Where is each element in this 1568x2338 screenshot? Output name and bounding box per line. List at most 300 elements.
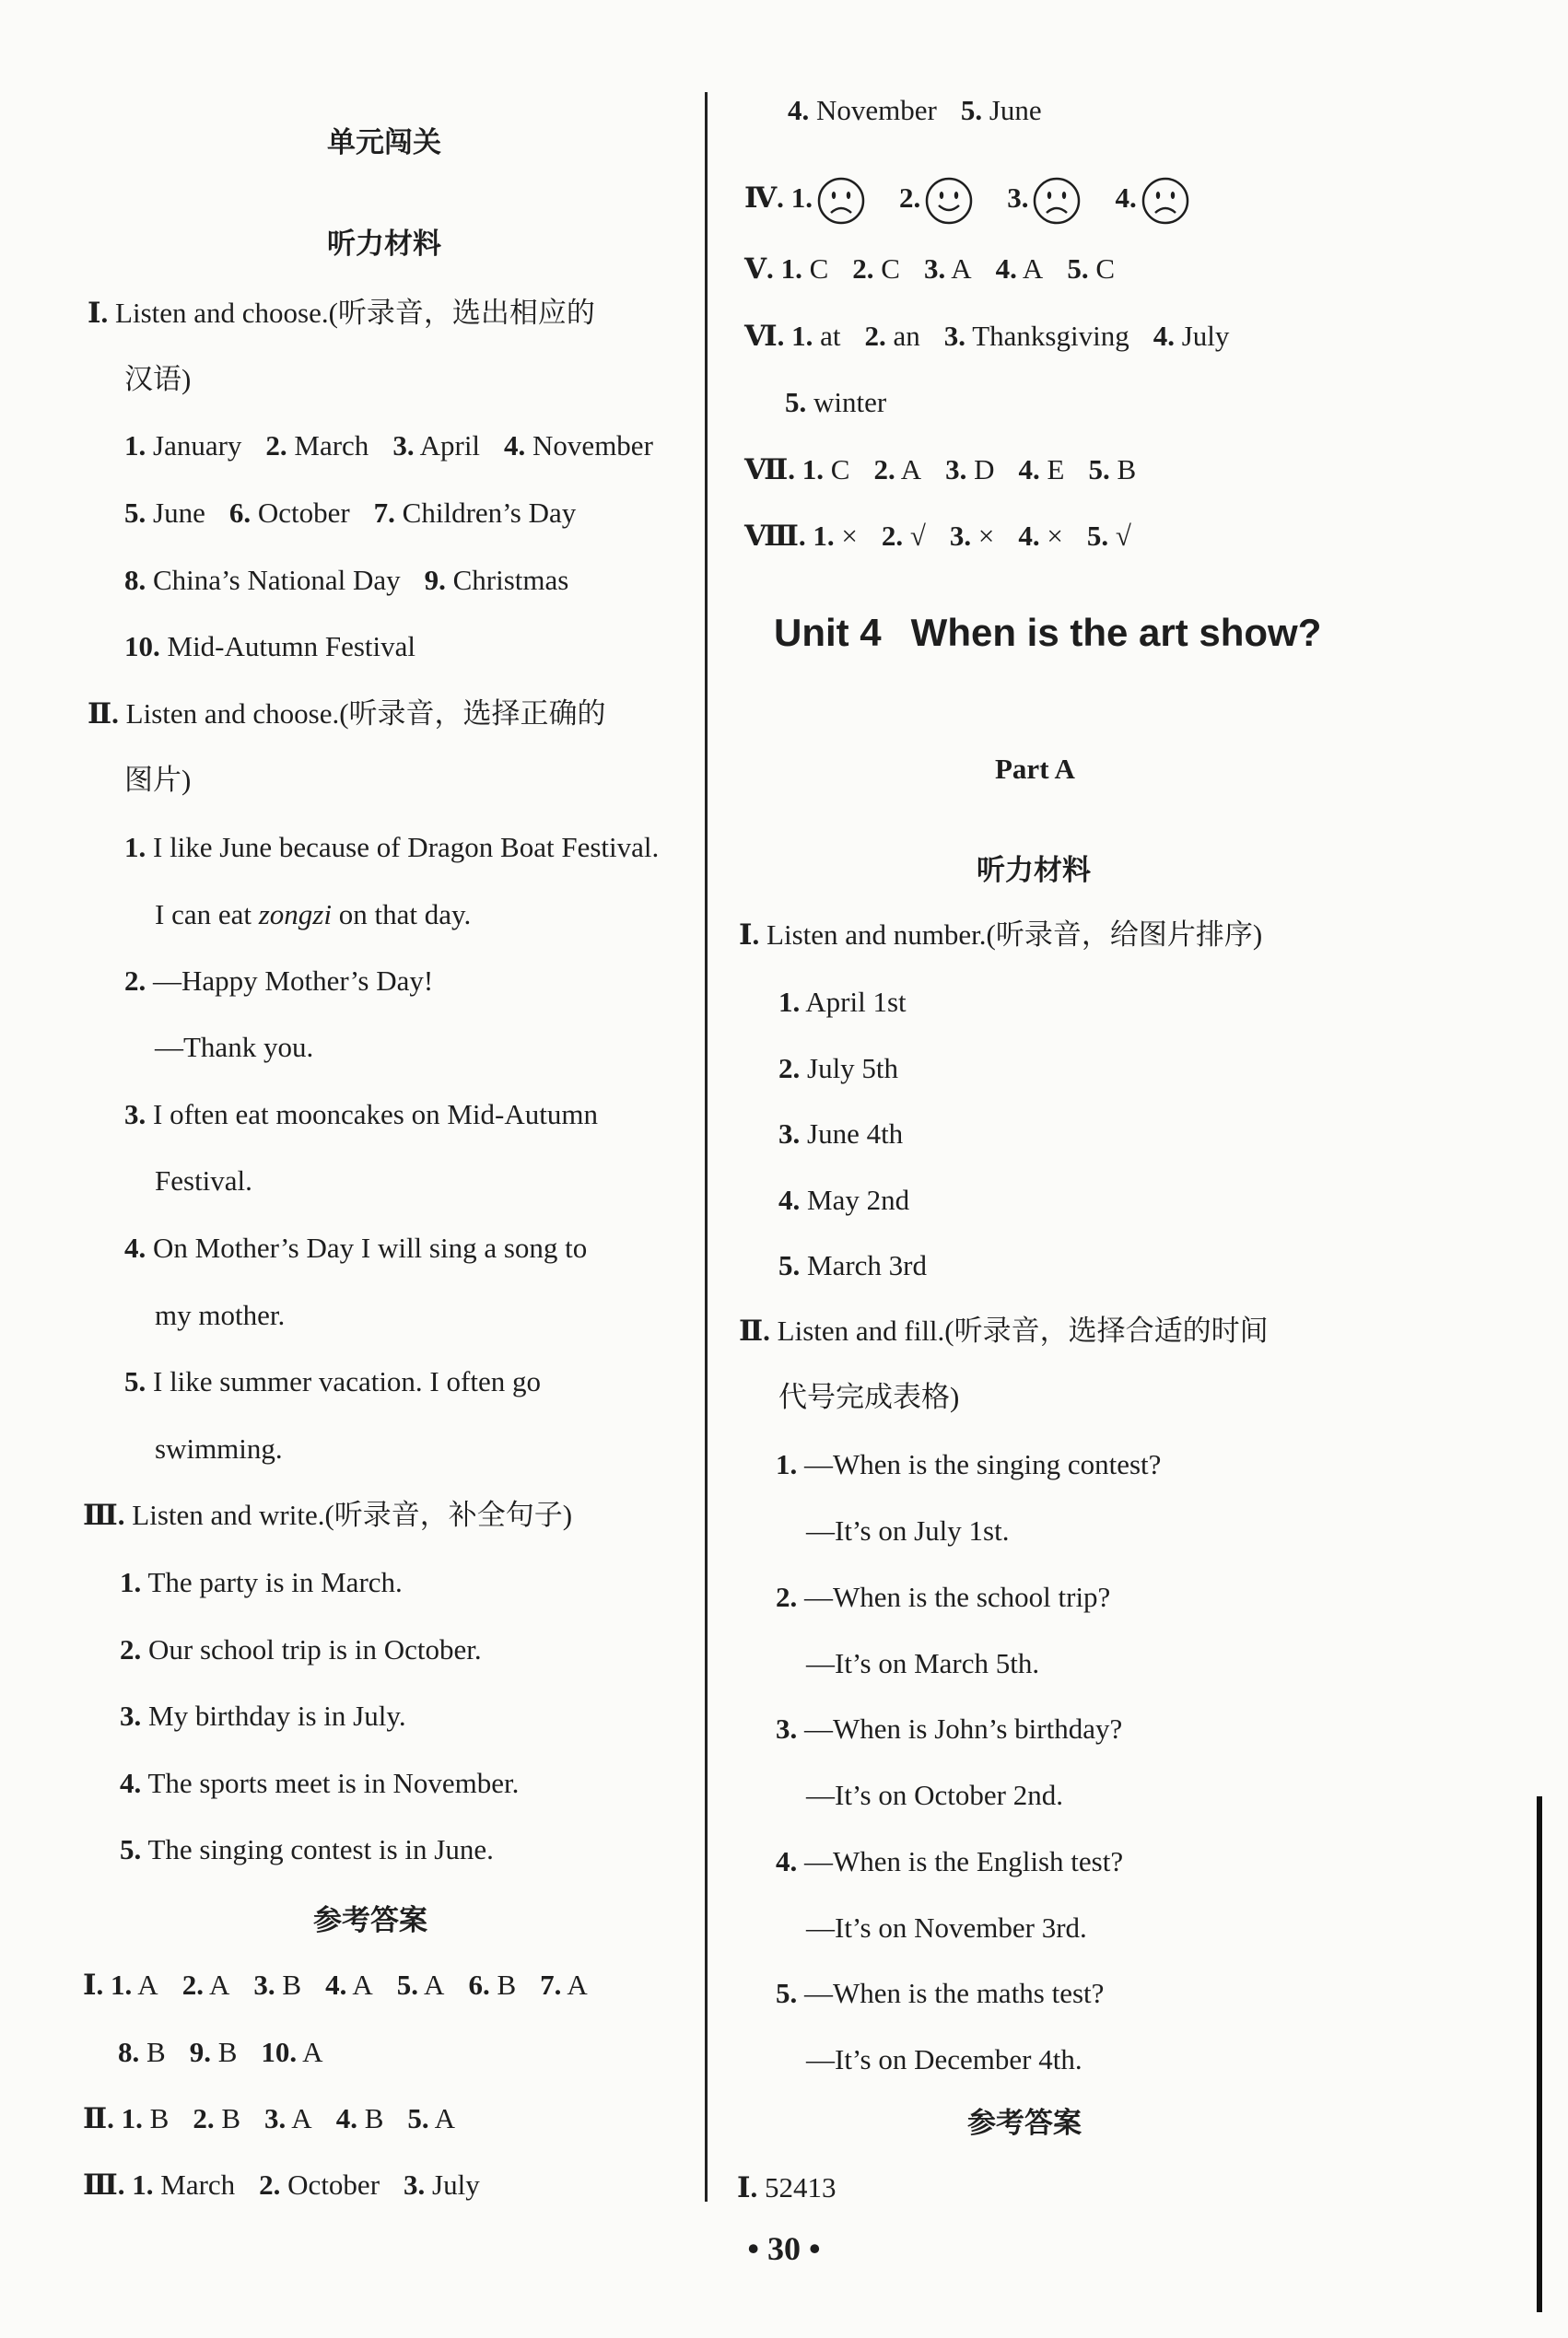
sad-face-icon: [1032, 176, 1082, 226]
item-number: 4.: [504, 429, 526, 462]
list-entry: [120, 1700, 406, 1732]
item-number: 5.: [960, 94, 983, 126]
item-number: 3.: [923, 252, 946, 285]
item-text: on that day.: [331, 898, 472, 930]
item-text: ×: [1039, 520, 1063, 552]
list-item: [124, 829, 659, 866]
answer-list: [802, 453, 1160, 485]
item-number: 3.: [776, 1713, 798, 1745]
section-heading-text: Listen and fill.(听录音，选择合适的时间: [777, 1315, 1269, 1347]
list-item: [778, 1116, 927, 1152]
list-item: [120, 1831, 518, 1868]
list-entry: [325, 1969, 373, 2001]
list-entry: [945, 453, 994, 485]
list-entry: [882, 520, 926, 552]
dialog-question: [776, 1581, 1110, 1613]
list-entry: [788, 94, 937, 126]
answer-label: Ⅲ.: [83, 2168, 125, 2201]
item-number: 2.: [898, 181, 921, 214]
dialog-question: [776, 1448, 1161, 1480]
item-number: 2.: [852, 252, 874, 285]
list-item-cont: —Thank you.: [155, 1031, 314, 1063]
item-text: E: [1039, 453, 1065, 485]
list-entry: [778, 1184, 909, 1216]
item-number: 1.: [132, 2168, 154, 2201]
section-label: Ⅰ.: [739, 918, 760, 951]
item-number: 5.: [1088, 453, 1110, 485]
list-item: [778, 984, 930, 1021]
item-number: 1.: [124, 429, 146, 462]
list-entry: [120, 1566, 403, 1598]
item-number: 8.: [124, 564, 146, 596]
list-entry: [132, 2168, 235, 2201]
dialog-answer: —It’s on March 5th.: [806, 1646, 1040, 1679]
list-entry: [791, 320, 840, 352]
word-row: [124, 495, 600, 532]
list-item: [776, 1711, 1146, 1748]
face-answer: [1115, 181, 1195, 214]
answers-title: 参考答案: [313, 1904, 427, 1936]
item-text: November: [525, 429, 653, 462]
list-entry: [120, 1833, 494, 1865]
item-number: 1.: [120, 1566, 142, 1598]
list-entry: [124, 429, 241, 462]
list-entry: [961, 94, 1042, 126]
item-number: 1.: [121, 2102, 143, 2134]
list-entry: [950, 520, 994, 552]
section-1-heading-cont: 汉语): [124, 363, 192, 395]
list-entry: [996, 252, 1044, 285]
list-item: [776, 1446, 1185, 1483]
list-entry: [122, 2102, 170, 2134]
answer-row: [744, 318, 1253, 355]
item-text: China’s National Day: [146, 564, 401, 596]
list-entry: [865, 320, 920, 352]
item-number: 3.: [943, 320, 966, 352]
item-text: April: [414, 429, 481, 462]
list-entry: [120, 1633, 482, 1666]
item-text: B: [275, 1969, 302, 2001]
item-number: 2.: [873, 453, 895, 485]
item-text: I often eat mooncakes on Mid-Autumn: [153, 1098, 598, 1130]
list-entry: [852, 252, 900, 285]
answer-list: [122, 2102, 479, 2134]
item-text: The sports meet is in November.: [141, 1766, 520, 1799]
item-number: 2.: [265, 429, 287, 462]
answer-label: Ⅴ.: [744, 252, 774, 285]
list-entry: [778, 1052, 898, 1084]
list-item-cont: my mother.: [155, 1299, 286, 1331]
list-item: [124, 1096, 598, 1133]
list-entry: [182, 1969, 230, 2001]
list-entry: [1087, 520, 1131, 552]
list-entry: [265, 429, 369, 462]
item-number: 5.: [776, 1977, 798, 2009]
list-entry: [261, 2036, 322, 2068]
list-item: [124, 1363, 541, 1400]
unit-subtitle: When is the art show?: [910, 611, 1322, 654]
item-number: 3.: [253, 1969, 275, 2001]
item-text: A: [346, 1969, 373, 2001]
answer-list: [111, 1969, 612, 2001]
list-entry: [124, 564, 401, 596]
item-text: June 4th: [800, 1117, 904, 1150]
item-number: 2.: [259, 2168, 281, 2201]
sad-face-icon: [1141, 176, 1190, 226]
item-number: 4.: [788, 94, 810, 126]
item-number: 3.: [778, 1117, 801, 1150]
word-row: [124, 562, 592, 599]
section-2-heading: [88, 696, 606, 732]
list-item: [778, 1247, 951, 1284]
answer-row: [83, 1967, 612, 2004]
item-text: —When is the English test?: [797, 1844, 1124, 1877]
dialog-answer: —It’s on October 2nd.: [806, 1779, 1063, 1811]
item-text: winter: [806, 386, 887, 418]
item-text: My birthday is in July.: [141, 1700, 406, 1732]
item-text: B: [139, 2036, 166, 2068]
item-number: 10.: [124, 630, 160, 662]
answer-row-faces: [744, 170, 1223, 226]
answer-row: [785, 384, 910, 421]
answer-label: Ⅱ.: [83, 2102, 114, 2134]
item-text: B: [489, 1969, 517, 2001]
page-number: • 30 •: [747, 2230, 821, 2267]
item-number: 4.: [1018, 453, 1040, 485]
item-number: 3.: [404, 2168, 426, 2201]
item-number: 9.: [189, 2036, 211, 2068]
list-entry: [253, 1969, 301, 2001]
item-text: April 1st: [800, 986, 907, 1018]
item-text: A: [203, 1969, 230, 2001]
list-entry: [924, 252, 972, 285]
section-2-heading: [739, 1313, 1269, 1350]
item-number: 4.: [776, 1844, 798, 1877]
item-number: 1.: [813, 520, 835, 552]
item-number: 9.: [424, 564, 446, 596]
list-entry: [1018, 520, 1062, 552]
answer-value: 52413: [765, 2171, 837, 2204]
list-entry: [229, 497, 350, 529]
item-number: 6.: [468, 1969, 490, 2001]
list-entry: [785, 386, 886, 418]
list-entry: [778, 986, 907, 1018]
answer-row: [118, 2034, 347, 2071]
item-number: 5.: [124, 1365, 146, 1397]
section-2-heading-cont: 图片): [124, 764, 192, 796]
item-text-italic: zongzi: [258, 898, 332, 930]
item-text: C: [1088, 252, 1115, 285]
list-item: [124, 963, 433, 999]
face-answer: [899, 181, 979, 214]
section-heading-text: Listen and choose.(听录音，选择正确的: [125, 697, 606, 730]
item-number: 3.: [120, 1700, 142, 1732]
item-number: 1.: [802, 453, 825, 485]
item-number: 10.: [261, 2036, 298, 2068]
answer-list: [781, 252, 1139, 285]
section-label: Ⅱ.: [739, 1315, 770, 1347]
item-number: 2.: [120, 1632, 142, 1666]
item-text: B: [210, 2036, 238, 2068]
item-number: 1.: [790, 181, 813, 214]
list-entry: [124, 497, 205, 529]
list-entry: [407, 2102, 455, 2134]
item-text: C: [824, 453, 850, 485]
list-item: [776, 1975, 1128, 2012]
list-entry: [778, 1117, 903, 1150]
item-number: 4.: [1115, 181, 1137, 214]
item-number: 5.: [407, 2102, 429, 2134]
list-entry: [111, 1969, 158, 2001]
answer-list: [132, 2168, 503, 2201]
happy-face-icon: [924, 176, 974, 226]
list-entry: [504, 429, 653, 462]
list-entry: [193, 2102, 240, 2134]
answer-label: Ⅰ.: [83, 1969, 104, 2001]
item-text: B: [142, 2102, 170, 2134]
list-item: [120, 1564, 427, 1601]
item-text: ×: [971, 520, 995, 552]
item-text: July: [1174, 320, 1230, 352]
item-text: an: [885, 320, 920, 352]
list-entry: [781, 252, 829, 285]
item-number: 2.: [193, 2102, 215, 2134]
answers-title: 参考答案: [967, 2107, 1082, 2139]
answer-row: [83, 2167, 504, 2204]
item-number: 4.: [120, 1766, 142, 1799]
list-entry: [374, 497, 577, 529]
item-text: —Happy Mother’s Day!: [153, 964, 434, 997]
item-number: 4.: [1018, 520, 1040, 552]
item-number: 8.: [118, 2036, 140, 2068]
item-number: 3.: [945, 453, 967, 485]
list-entry: [397, 1969, 445, 2001]
list-item: [778, 1182, 933, 1219]
item-text: A: [132, 1969, 158, 2001]
section-label: Ⅰ.: [88, 297, 109, 329]
answer-row: [83, 2100, 479, 2137]
item-text: B: [357, 2102, 384, 2134]
dialog-question: [776, 1845, 1123, 1877]
list-entry: [1153, 320, 1230, 352]
part-title: Part A: [995, 753, 1075, 785]
word-row: [124, 427, 677, 464]
item-text: B: [1109, 453, 1137, 485]
item-text: A: [428, 2102, 456, 2134]
item-text: —When is John’s birthday?: [797, 1713, 1123, 1745]
item-number: 5.: [1086, 520, 1109, 552]
list-entry: [190, 2036, 238, 2068]
listening-title: 听力材料: [327, 228, 441, 260]
answer-label: Ⅶ.: [744, 453, 796, 485]
item-text: C: [873, 252, 900, 285]
item-text: √: [1108, 520, 1131, 552]
item-text: October: [251, 497, 350, 529]
item-text: March 3rd: [800, 1249, 927, 1281]
item-number: 1.: [778, 986, 801, 1018]
dialog-answer: —It’s on December 4th.: [806, 2043, 1082, 2075]
item-number: 1.: [791, 320, 813, 352]
section-heading-text: Listen and number.(听录音，给图片排序): [766, 918, 1263, 951]
item-number: 1.: [124, 831, 146, 863]
item-text: A: [895, 453, 922, 485]
unit-review-title: 单元闯关: [327, 126, 441, 158]
list-item: [120, 1698, 430, 1735]
item-number: 5.: [778, 1249, 801, 1281]
list-item: [120, 1631, 506, 1668]
item-text: March: [287, 429, 369, 462]
list-item: [124, 1230, 587, 1267]
item-number: 1.: [776, 1448, 798, 1480]
item-number: 2.: [124, 964, 146, 997]
unit-title: [774, 608, 1321, 658]
item-text: I like June because of Dragon Boat Festival.: [153, 831, 660, 863]
answer-row: [744, 518, 1155, 555]
face-answer: [791, 181, 872, 214]
item-text: A: [1016, 252, 1044, 285]
answer-list: [791, 320, 1253, 352]
list-item-cont: Festival.: [155, 1164, 252, 1197]
item-text: The party is in March.: [141, 1566, 403, 1598]
list-item: [778, 1050, 922, 1087]
dialog-answer: —It’s on July 1st.: [806, 1514, 1010, 1547]
dialog-question: [776, 1977, 1104, 2009]
item-text: B: [214, 2102, 241, 2134]
list-entry: [336, 2102, 384, 2134]
item-number: 3.: [264, 2102, 287, 2134]
item-text: —When is the singing contest?: [797, 1448, 1162, 1480]
item-number: 1.: [111, 1969, 133, 2001]
item-text: The singing contest is in June.: [141, 1833, 494, 1865]
item-number: 4.: [325, 1969, 347, 2001]
item-number: 2.: [778, 1051, 801, 1084]
item-text: I can eat: [155, 898, 259, 930]
list-entry: [1088, 453, 1136, 485]
item-number: 2.: [776, 1580, 798, 1613]
list-entry: [1019, 453, 1065, 485]
dialog-answer: —It’s on November 3rd.: [806, 1911, 1087, 1944]
list-item: [776, 1843, 1147, 1880]
item-text: Mid-Autumn Festival: [159, 630, 416, 662]
section-label: Ⅱ.: [88, 697, 119, 730]
item-text: Our school trip is in October.: [141, 1632, 482, 1666]
item-text: Children’s Day: [394, 497, 577, 529]
section-1-heading: [739, 917, 1262, 953]
answer-label: Ⅰ.: [737, 2171, 758, 2204]
item-number: 2.: [881, 520, 904, 552]
section-heading-text: Listen and choose.(听录音，选出相应的: [115, 297, 595, 329]
item-number: 2.: [181, 1969, 204, 2001]
list-item-cont: swimming.: [155, 1432, 283, 1465]
item-number: 1.: [780, 252, 802, 285]
item-text: June: [982, 94, 1042, 126]
item-number: 3.: [949, 520, 972, 552]
item-text: A: [945, 252, 972, 285]
item-text: √: [903, 520, 926, 552]
answer-row: [788, 92, 1066, 129]
item-text: A: [561, 1969, 588, 2001]
list-entry: [540, 1969, 588, 2001]
item-number: 3.: [124, 1098, 146, 1130]
list-entry: [259, 2168, 380, 2201]
item-number: 7.: [373, 497, 395, 529]
section-label: Ⅲ.: [83, 1499, 125, 1531]
answer-label: Ⅷ.: [744, 520, 806, 552]
answer-row: [737, 2169, 837, 2206]
item-number: 4.: [335, 2102, 357, 2134]
list-entry: [873, 453, 921, 485]
item-text: A: [418, 1969, 445, 2001]
list-entry: [118, 2036, 166, 2068]
section-3-heading: [83, 1497, 572, 1534]
item-text: Christmas: [445, 564, 569, 596]
item-number: 4.: [1153, 320, 1175, 352]
item-number: 7.: [540, 1969, 562, 2001]
item-text: C: [802, 252, 829, 285]
column-divider: [705, 92, 708, 2202]
item-text: October: [280, 2168, 380, 2201]
list-item-cont: [155, 896, 471, 933]
item-text: On Mother’s Day I will sing a song to: [153, 1232, 588, 1264]
item-number: 4.: [778, 1183, 801, 1216]
face-answer: [1007, 181, 1087, 214]
item-text: A: [297, 2036, 323, 2068]
item-text: June: [146, 497, 205, 529]
item-number: 6.: [228, 497, 252, 529]
dialog-question: [776, 1713, 1122, 1745]
list-entry: [392, 429, 480, 462]
list-item: [120, 1765, 543, 1802]
item-number: 5.: [785, 386, 807, 418]
item-text: July 5th: [800, 1051, 899, 1084]
section-2-heading-cont: 代号完成表格): [778, 1381, 960, 1413]
list-entry: [425, 564, 569, 596]
list-entry: [778, 1249, 927, 1281]
item-text: —When is the school trip?: [797, 1580, 1111, 1613]
item-number: 5.: [396, 1969, 419, 2001]
list-entry: [264, 2102, 312, 2134]
item-text: —When is the maths test?: [797, 1977, 1105, 2009]
list-entry: [404, 2168, 480, 2201]
unit-number: Unit 4: [774, 611, 882, 654]
list-item: [776, 1579, 1134, 1616]
answer-row: [744, 451, 1160, 488]
list-entry: [802, 453, 850, 485]
word-row: [124, 628, 439, 665]
item-text: A: [286, 2102, 312, 2134]
item-number: 3.: [392, 429, 415, 462]
item-text: I like summer vacation. I often go: [153, 1365, 541, 1397]
item-number: 4.: [124, 1232, 146, 1264]
item-text: at: [813, 320, 841, 352]
answer-list: [813, 520, 1154, 552]
item-text: D: [966, 453, 995, 485]
list-entry: [120, 1767, 519, 1799]
section-heading-text: Listen and write.(听录音，补全句子): [132, 1499, 573, 1531]
item-number: 3.: [1007, 181, 1029, 214]
item-number: 5.: [120, 1833, 142, 1865]
answer-label: Ⅵ.: [744, 320, 785, 352]
item-text: March: [153, 2168, 236, 2201]
item-text: January: [146, 429, 242, 462]
section-1-heading: [88, 295, 595, 332]
list-entry: [1067, 252, 1115, 285]
list-entry: [944, 320, 1129, 352]
item-text: July: [425, 2168, 480, 2201]
item-text: May 2nd: [800, 1183, 910, 1216]
item-text: Thanksgiving: [965, 320, 1129, 352]
list-entry: [813, 520, 857, 552]
